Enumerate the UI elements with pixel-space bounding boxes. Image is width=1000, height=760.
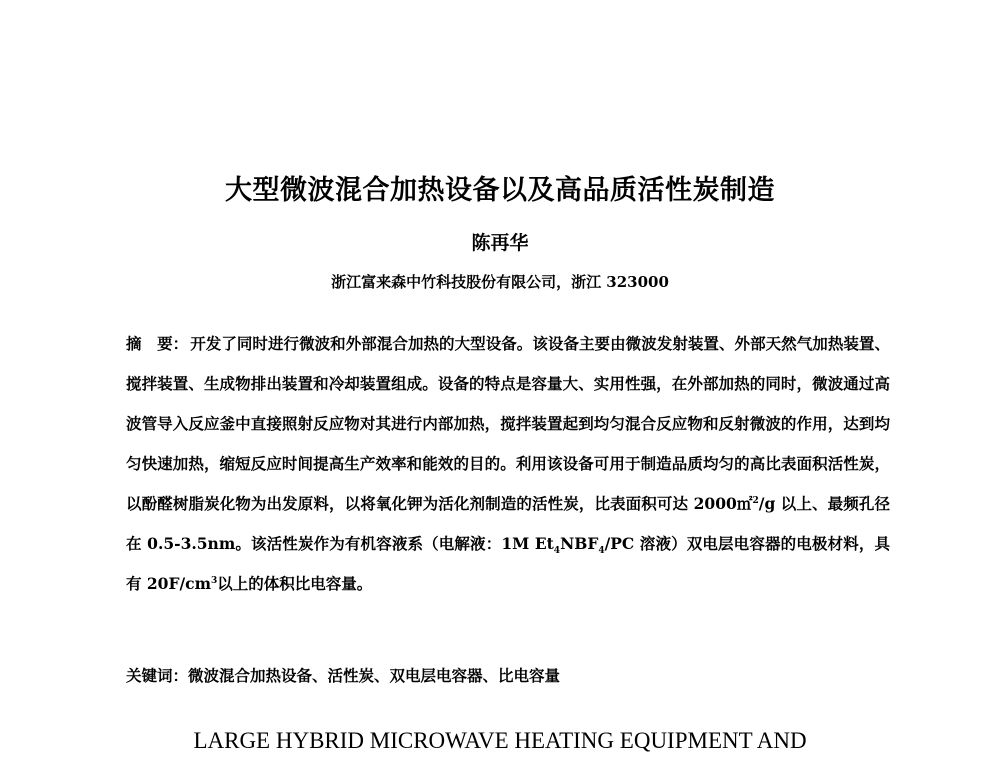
abstract-sup-1: 2: [752, 495, 759, 506]
paper-title: 大型微波混合加热设备以及高品质活性炭制造: [225, 175, 775, 206]
keywords-text: 微波混合加热设备、活性炭、双电层电容器、比电容量: [188, 666, 561, 685]
abstract-sup-2: 3: [210, 575, 218, 586]
abstract-text-5: 以上的体积比电容量。: [217, 574, 373, 593]
author-affiliation: 浙江富来森中竹科技股份有限公司，浙江 323000: [331, 273, 669, 291]
keywords-label: 关键词：: [126, 666, 189, 685]
abstract: [126, 324, 890, 604]
abstract-text-3: NBF: [560, 534, 599, 553]
keywords: [126, 658, 890, 694]
abstract-sub-2: 4: [598, 546, 605, 557]
abstract-text-4: /PC 溶液）双电层电容器的电极材料，具有 20F/cm: [126, 534, 890, 593]
author-name: 陈再华: [471, 232, 529, 254]
abstract-sub-1: 4: [553, 546, 561, 557]
abstract-text-2: /g 以上、最频孔径在 0.5-3.5nm。该活性炭作为有机容液系（电解液：1M Et: [126, 494, 890, 553]
english-title: LARGE HYBRID MICROWAVE HEATING EQUIPMENT AND: [193, 728, 807, 753]
abstract-label: 摘 要：: [126, 334, 189, 353]
abstract-text-1: 开发了同时进行微波和外部混合加热的大型设备。该设备主要由微波发射装置、外部天然气加热装置、搅拌装置、生成物排出装置和冷却装置组成。设备的特点是容量大、实用性强，在外部加热的同时，微波通过高波管导入反应釜中直接照射反应物对其进行内部加热，搅拌装置起到均匀混合反应物和反射微波的作用，达到均匀快速加热，缩短反应时间提高生产效率和能效的目的。利用该设备可用于制造品质均匀的高比表面积活性炭，以酚醛树脂炭化物为出发原料，以将氧化钾为活化剂制造的活性炭，比表面积可达 2000㎡: [126, 334, 890, 513]
